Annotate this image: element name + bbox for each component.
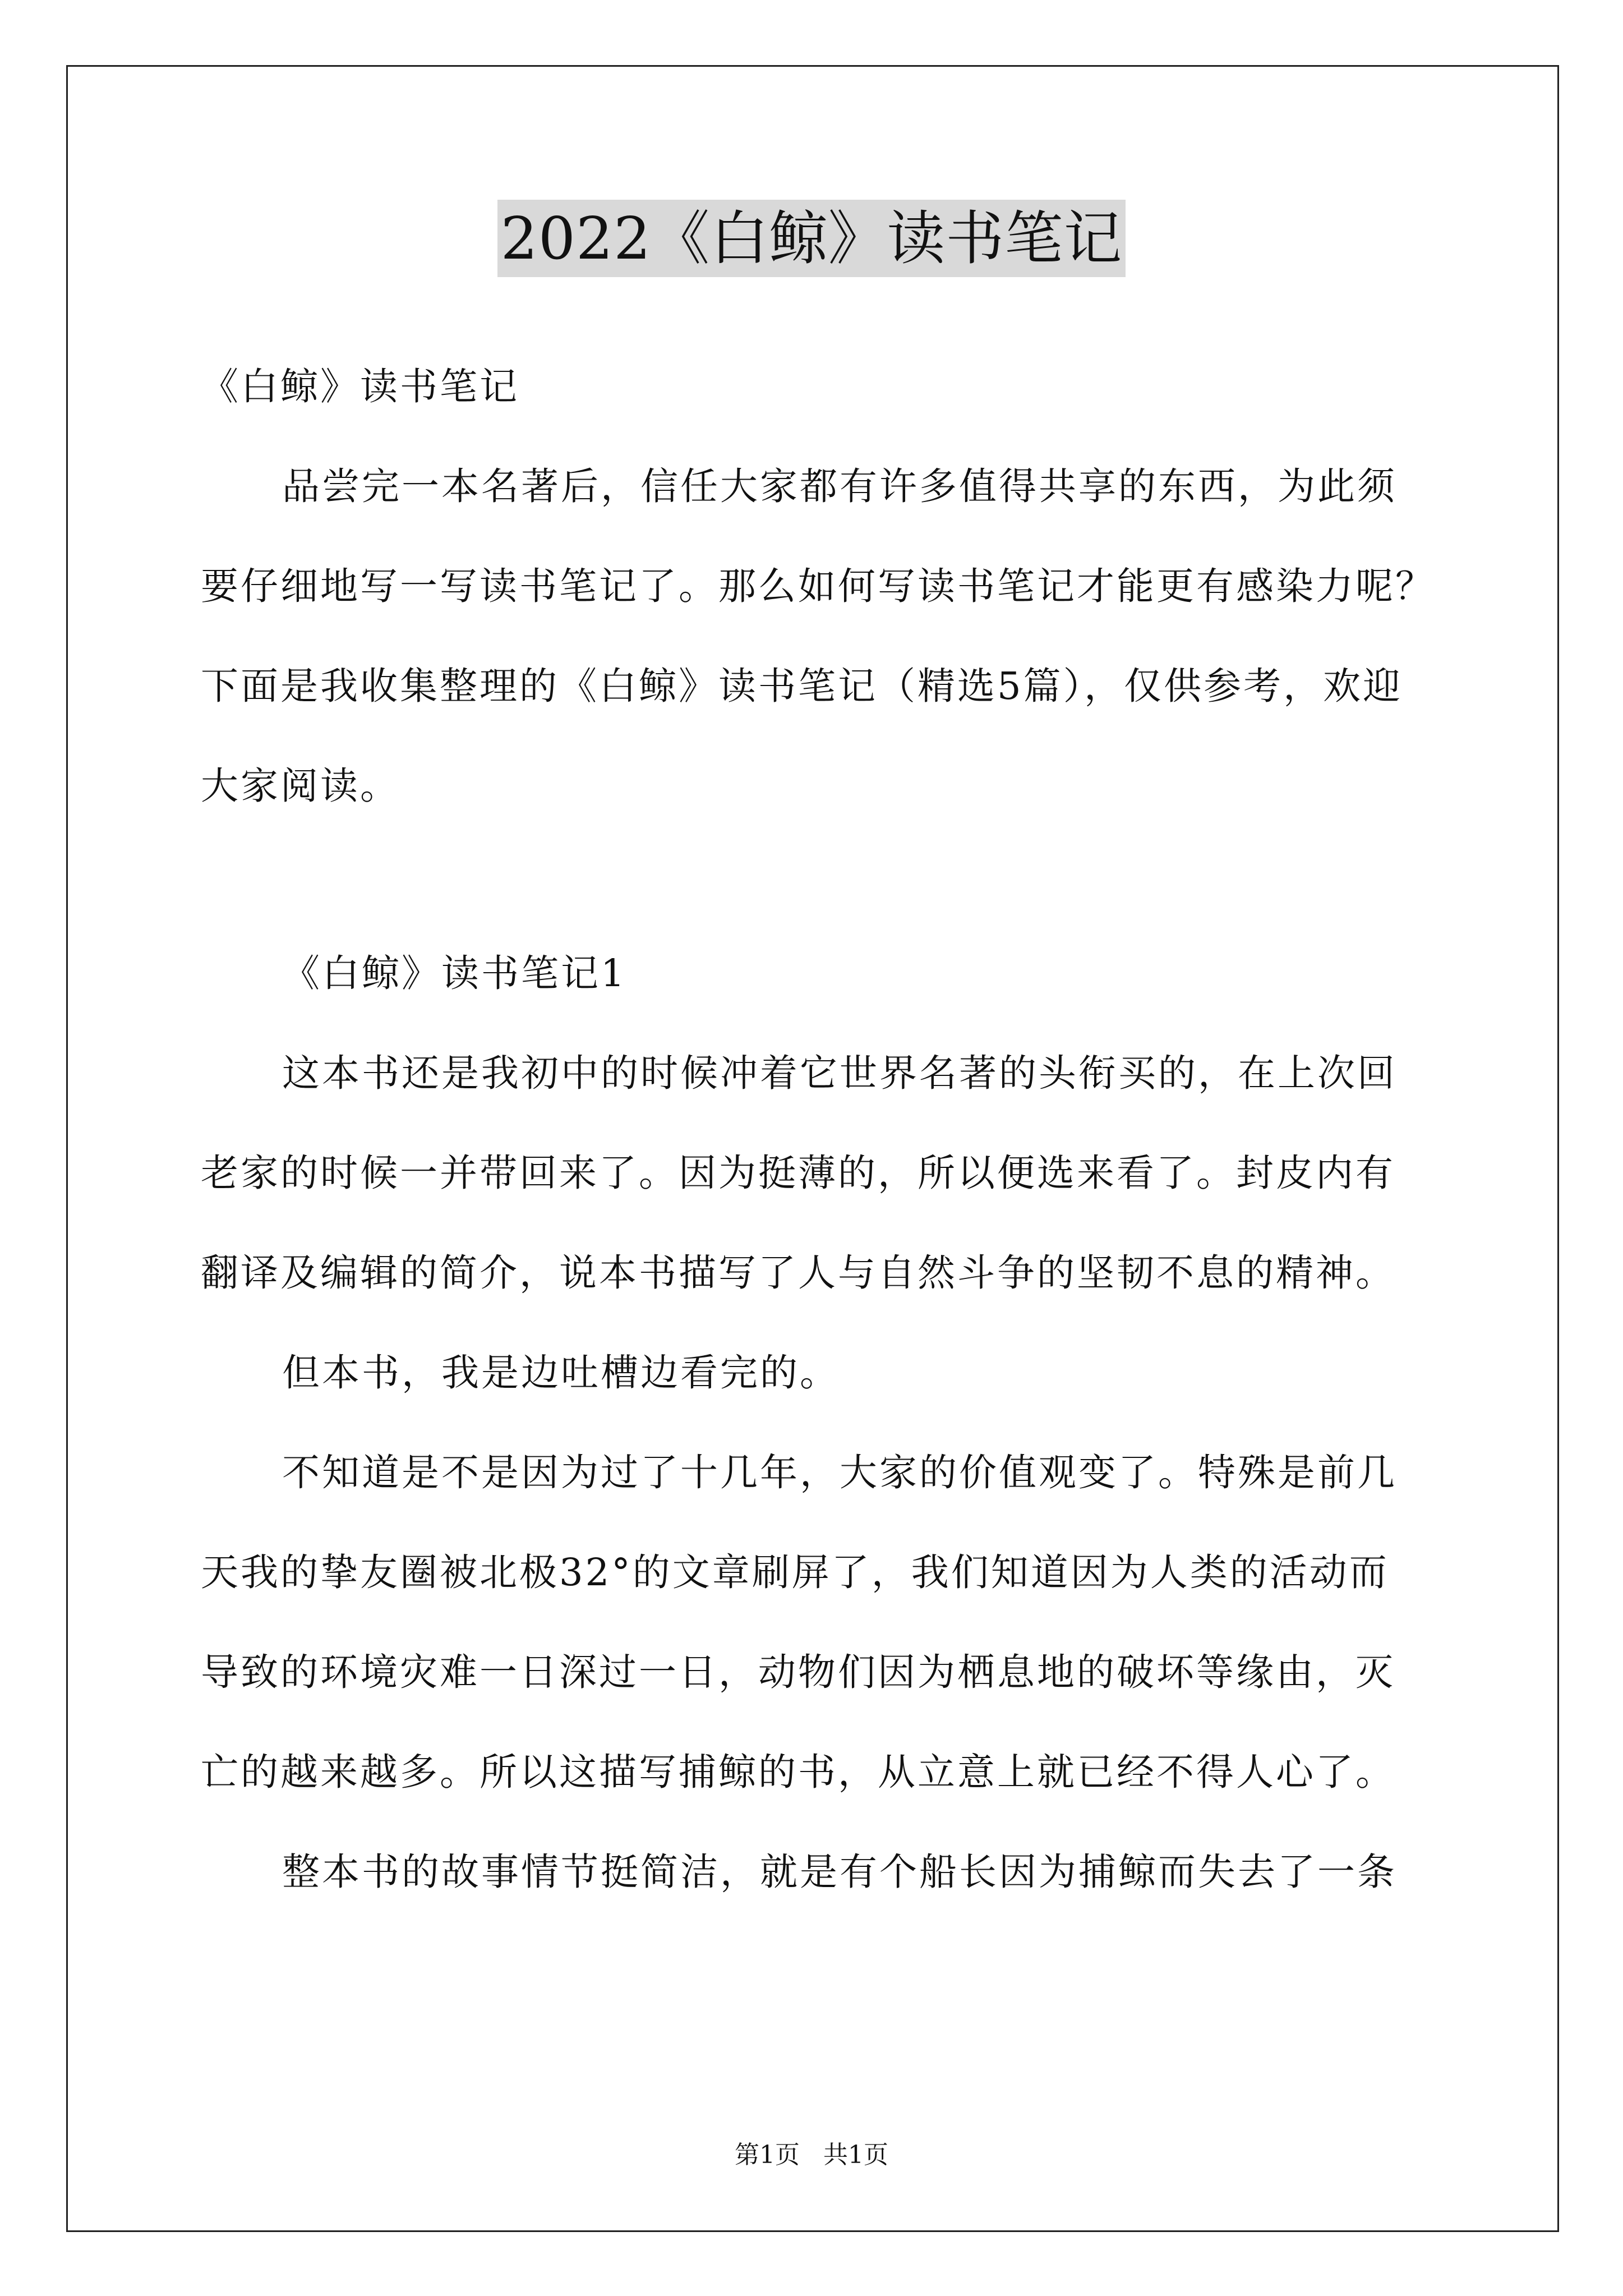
paragraph-line: 这本书还是我初中的时候冲着它世界名著的头衔买的，在上次回 [282, 1051, 1397, 1095]
paragraph-line: 要仔细地写一写读书笔记了。那么如何写读书笔记才能更有感染力呢？ [201, 564, 1435, 608]
section-heading: 《白鲸》读书笔记 [201, 365, 519, 408]
paragraph-gap [201, 836, 1435, 923]
section-heading: 《白鲸》读书笔记1 [282, 951, 627, 995]
paragraph-line: 老家的时候一并带回来了。因为挺薄的，所以便选来看了。封皮内有 [201, 1151, 1395, 1195]
document-title: 2022《白鲸》读书笔记 [497, 200, 1126, 277]
document-body [201, 337, 1435, 1922]
paragraph-line: 品尝完一本名著后，信任大家都有许多值得共享的东西，为此须 [282, 464, 1397, 508]
page-number-footer: 第1页 共1页 [735, 2141, 888, 2169]
paragraph-line: 翻译及编辑的简介，说本书描写了人与自然斗争的坚韧不息的精神。 [201, 1251, 1395, 1295]
title-area [0, 200, 1623, 277]
paragraph-line: 整本书的故事情节挺简洁，就是有个船长因为捕鲸而失去了一条 [282, 1850, 1397, 1894]
paragraph-line: 亡的越来越多。所以这描写捕鲸的书，从立意上就已经不得人心了。 [201, 1750, 1395, 1794]
paragraph-line: 下面是我收集整理的《白鲸》读书笔记（精选5篇），仅供参考，欢迎 [201, 664, 1403, 708]
paragraph-line: 大家阅读。 [201, 764, 400, 808]
paragraph-line: 天我的挚友圈被北极32°的文章刷屏了，我们知道因为人类的活动而 [201, 1550, 1389, 1594]
paragraph-line: 但本书，我是边吐槽边看完的。 [282, 1351, 840, 1395]
paragraph-line: 导致的环境灾难一日深过一日，动物们因为栖息地的破坏等缘由，灭 [201, 1650, 1395, 1694]
paragraph-line: 不知道是不是因为过了十几年，大家的价值观变了。特殊是前几 [282, 1451, 1397, 1494]
